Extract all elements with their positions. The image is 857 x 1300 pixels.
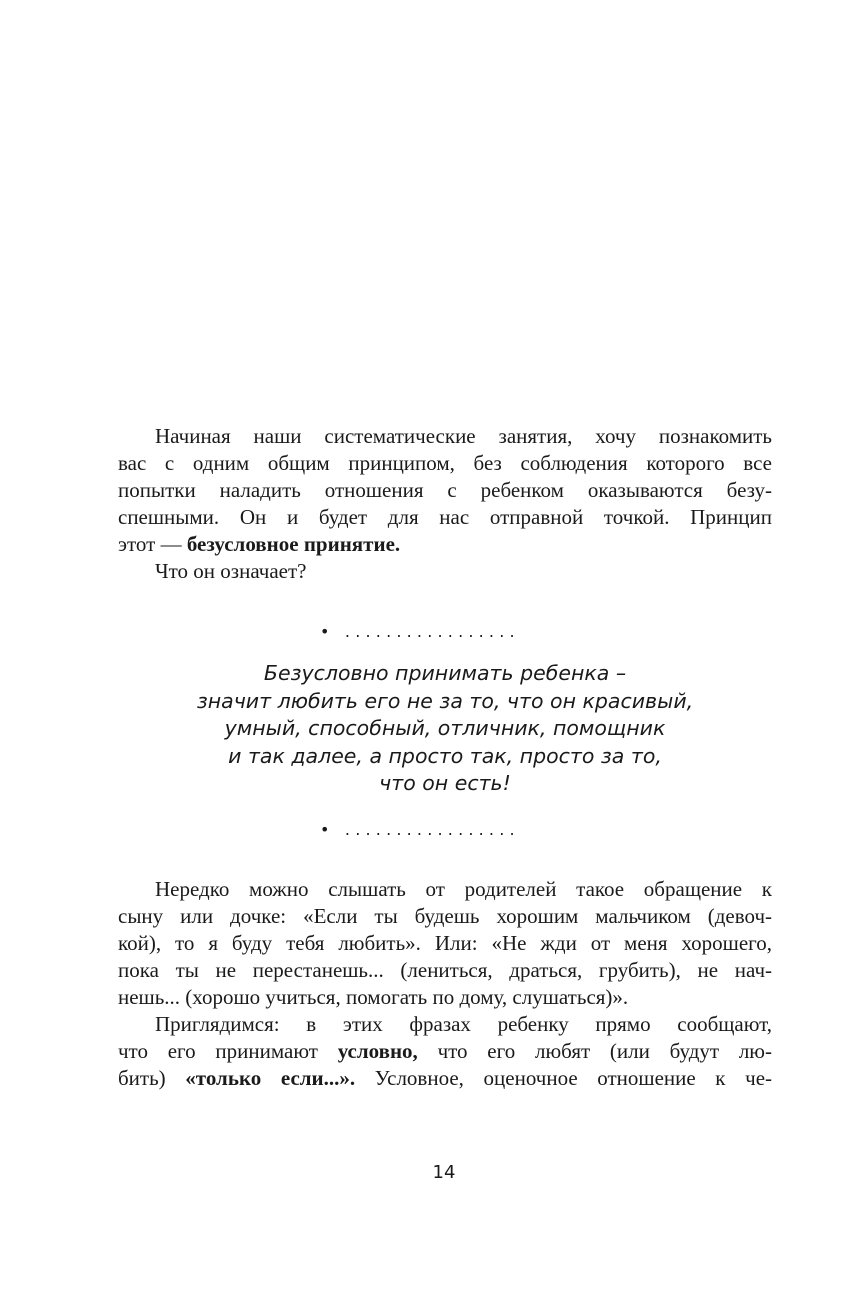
- text-line: пока ты не перестанешь... (лениться, драться, грубить), не нач-: [118, 958, 772, 982]
- text-line: [118, 1065, 772, 1092]
- quote-line: Безусловно принимать ребенка –: [263, 661, 627, 685]
- text-fragment: этот —: [118, 532, 187, 556]
- highlighted-quote: [140, 660, 750, 798]
- separator-bottom: • .................: [320, 820, 520, 839]
- text-line: Нередко можно слышать от родителей такое обращение к: [155, 877, 772, 901]
- bottom-text-block: [118, 876, 772, 1092]
- top-text-block: [118, 423, 772, 585]
- text-fragment: бить): [118, 1066, 186, 1090]
- quote-line: и так далее, а просто так, просто за то,: [228, 743, 662, 768]
- separator-top: • .................: [320, 622, 520, 641]
- text-fragment: Условное, оценочное отношение к че-: [355, 1066, 773, 1090]
- text-line: нешь... (хорошо учиться, помогать по дому, слушаться)».: [118, 985, 629, 1009]
- text-fragment: что его любят (или будут лю-: [417, 1039, 772, 1063]
- quote-line: что он есть!: [379, 771, 511, 795]
- bold-term-conditionally: условно,: [337, 1039, 418, 1063]
- quote-line: умный, способный, отличник, помощник: [224, 716, 666, 740]
- bold-term-only-if: «только если...».: [185, 1066, 356, 1090]
- text-line: вас с одним общим принципом, без соблюдения которого все: [118, 451, 772, 475]
- text-line: кой), то я буду тебя любить». Или: «Не жди от меня хорошего,: [118, 931, 772, 955]
- paragraph-conditional: [118, 1011, 772, 1092]
- paragraph-question: [118, 558, 772, 585]
- text-line: Начиная наши систематические занятия, хочу познакомить: [155, 424, 772, 448]
- text-line: Приглядимся: в этих фразах ребенку прямо сообщают,: [155, 1012, 772, 1036]
- text-line: сыну или дочке: «Если ты будешь хорошим мальчиком (девоч-: [118, 904, 772, 928]
- text-line: попытки наладить отношения с ребенком оказываются безу-: [118, 478, 772, 502]
- text-line: [118, 531, 772, 558]
- text-line: Что он означает?: [155, 559, 307, 583]
- bold-term-unconditional-acceptance: безусловное принятие.: [186, 532, 401, 556]
- text-line: спешными. Он и будет для нас отправной точкой. Принцип: [118, 505, 772, 529]
- text-line: [118, 1038, 772, 1065]
- page-number: 14: [432, 1162, 456, 1183]
- text-fragment: что его принимают: [118, 1039, 338, 1063]
- paragraph-intro: [118, 423, 772, 558]
- quote-line: значит любить его не за то, что он красивый,: [196, 688, 694, 713]
- paragraph-parents-phrases: [118, 876, 772, 1011]
